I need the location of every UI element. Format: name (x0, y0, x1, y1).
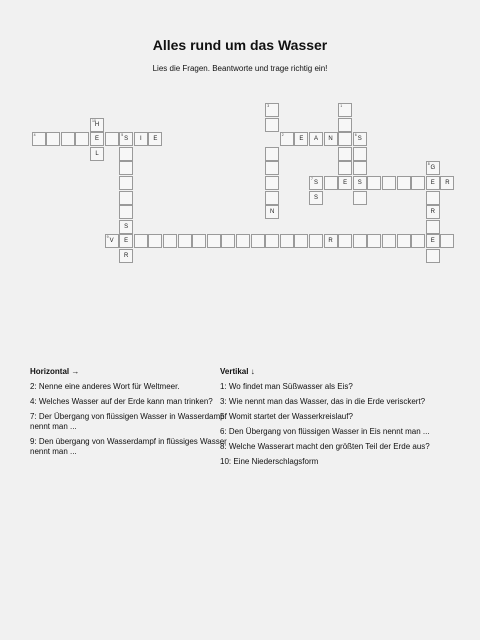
crossword-cell[interactable] (75, 132, 89, 146)
crossword-cell[interactable] (426, 161, 440, 175)
cell-letter: R (124, 253, 129, 259)
clue-number: 8 (427, 162, 430, 167)
crossword-cell[interactable] (192, 234, 206, 248)
crossword-cell[interactable] (353, 132, 367, 146)
crossword-cell[interactable] (338, 147, 352, 161)
crossword-cell[interactable] (221, 234, 235, 248)
clue-item: 3: Wie nennt man das Wasser, das in die Erde verisckert? (220, 397, 426, 406)
crossword-cell[interactable] (119, 147, 133, 161)
crossword-cell[interactable] (411, 234, 425, 248)
crossword-cell[interactable] (324, 234, 338, 248)
crossword-cell[interactable] (265, 147, 279, 161)
cell-letter: S (124, 223, 129, 230)
crossword-cell[interactable] (163, 234, 177, 248)
clue-item: 6: Den Übergang von flüssigen Wasser in Eis nennt man ... (220, 427, 430, 436)
crossword-cell[interactable] (119, 191, 133, 205)
crossword-cell[interactable] (236, 234, 250, 248)
crossword-cell[interactable] (280, 234, 294, 248)
cell-letter: R (445, 180, 450, 186)
crossword-cell[interactable] (294, 132, 308, 146)
cell-letter: I (139, 136, 142, 143)
crossword-cell[interactable] (309, 132, 323, 146)
crossword-cell[interactable] (265, 103, 279, 117)
crossword-cell[interactable] (294, 234, 308, 248)
cell-letter: L (95, 150, 99, 157)
clue-number: 6 (354, 133, 357, 138)
clue-item: 10: Eine Niederschlagsform (220, 457, 319, 466)
cell-letter: E (124, 238, 129, 245)
crossword-cell[interactable] (265, 118, 279, 132)
crossword-cell[interactable] (61, 132, 75, 146)
crossword-cell[interactable] (353, 147, 367, 161)
crossword-cell[interactable] (426, 249, 440, 263)
crossword-cell[interactable] (119, 132, 133, 146)
page-subtitle: Lies die Fragen. Beantworte und trage richtig ein! (152, 64, 328, 73)
crossword-cell[interactable] (338, 161, 352, 175)
crossword-cell[interactable] (426, 176, 440, 190)
crossword-cell[interactable] (119, 249, 133, 263)
crossword-cell[interactable] (382, 176, 396, 190)
crossword-cell[interactable] (397, 176, 411, 190)
crossword-cell[interactable] (397, 234, 411, 248)
crossword-cell[interactable] (338, 234, 352, 248)
crossword-cell[interactable] (46, 132, 60, 146)
crossword-cell[interactable] (119, 205, 133, 219)
crossword-cell[interactable] (178, 234, 192, 248)
clue-number: 7 (311, 177, 313, 181)
crossword-cell[interactable] (119, 220, 133, 234)
crossword-cell[interactable] (309, 234, 323, 248)
crossword-cell[interactable] (148, 132, 162, 146)
crossword-cell[interactable] (309, 176, 323, 190)
clues-vertical-heading: Vertikal ↓ (220, 367, 255, 376)
clue-number: 2 (281, 133, 284, 138)
clues-vertical (220, 367, 435, 472)
crossword-cell[interactable] (207, 234, 221, 248)
cell-letter: S (313, 180, 318, 186)
crossword-cell[interactable] (353, 161, 367, 175)
clue-number: 1 (340, 104, 343, 108)
crossword-cell[interactable] (338, 176, 352, 190)
crossword-cell[interactable] (90, 132, 104, 146)
crossword-cell[interactable] (105, 132, 119, 146)
cell-letter: E (343, 180, 348, 186)
clues-horizontal-heading: Horizontal → (30, 367, 80, 376)
crossword-cell[interactable] (280, 132, 294, 146)
cell-letter: R (328, 238, 333, 245)
crossword-cell[interactable] (338, 103, 352, 117)
cell-letter: E (430, 180, 435, 186)
crossword-cell[interactable] (426, 191, 440, 205)
crossword-cell[interactable] (119, 234, 133, 248)
crossword-cell[interactable] (353, 191, 367, 205)
clue-number: 4 (33, 133, 36, 138)
cell-letter: H (94, 121, 100, 128)
cell-letter: A (313, 136, 318, 143)
cell-letter: S (357, 136, 362, 143)
clue-item: 5: Womit startet der Wasserkreislauf? (220, 412, 353, 421)
crossword-cell[interactable] (353, 234, 367, 248)
clue-number: 10 (92, 118, 96, 123)
crossword-cell[interactable] (440, 234, 454, 248)
crossword-cell[interactable] (119, 161, 133, 175)
crossword-cell[interactable] (265, 234, 279, 248)
page-title: Alles rund um das Wasser (152, 37, 328, 53)
crossword-cell[interactable] (134, 132, 148, 146)
crossword-cell[interactable] (265, 191, 279, 205)
crossword-cell[interactable] (338, 132, 352, 146)
clue-number: 5 (121, 133, 124, 138)
cell-letter: V (109, 238, 114, 245)
clues-horizontal (30, 367, 245, 462)
crossword-cell[interactable] (353, 176, 367, 190)
clue-item: 9: Den übergang von Wasserdampf in flüssiges Wasser nennt man ... (30, 437, 227, 456)
cell-letter: E (299, 136, 304, 143)
cell-letter: E (430, 238, 435, 245)
cell-letter: S (357, 180, 362, 186)
clue-item: 7: Der Übergang von flüssigen Wasser in Wasserdampf nennt man ... (30, 412, 227, 431)
cell-letter: N (270, 209, 275, 216)
cell-letter: E (94, 136, 99, 143)
crossword-cell[interactable] (440, 176, 454, 190)
crossword-cell[interactable] (148, 234, 162, 248)
cell-letter: R (430, 209, 435, 216)
crossword-cell[interactable] (426, 220, 440, 234)
crossword-cell[interactable] (134, 234, 148, 248)
crossword-cell[interactable] (324, 132, 338, 146)
crossword-cell[interactable] (32, 132, 46, 146)
cell-letter: S (313, 194, 318, 201)
cell-letter: G (430, 165, 436, 172)
crossword-cell[interactable] (426, 205, 440, 219)
cell-letter: N (328, 136, 333, 143)
crossword-cell[interactable] (426, 234, 440, 248)
clue-number: 9 (106, 235, 109, 240)
crossword-cell[interactable] (309, 191, 323, 205)
crossword-cell[interactable] (105, 234, 119, 248)
crossword-cell[interactable] (338, 118, 352, 132)
clue-item: 1: Wo findet man Süßwasser als Eis? (220, 382, 353, 391)
crossword-cell[interactable] (90, 118, 104, 132)
clue-item: 2: Nenne eine anderes Wort für Weltmeer. (30, 382, 180, 391)
clue-item: 8: Welche Wasserart macht den größten Teil der Erde aus? (220, 442, 430, 451)
crossword-cell[interactable] (265, 205, 279, 219)
cell-letter: E (153, 136, 158, 143)
crossword-cell[interactable] (265, 176, 279, 190)
crossword-cell[interactable] (367, 176, 381, 190)
crossword-cell[interactable] (90, 147, 104, 161)
crossword-cell[interactable] (265, 161, 279, 175)
clue-number: 3 (267, 104, 270, 108)
clue-item: 4: Welches Wasser auf der Erde kann man trinken? (30, 397, 213, 406)
cell-letter: S (124, 136, 129, 143)
crossword-cell[interactable] (411, 176, 425, 190)
crossword-cell[interactable] (324, 176, 338, 190)
crossword-cell[interactable] (119, 176, 133, 190)
crossword-cell[interactable] (367, 234, 381, 248)
crossword-cell[interactable] (251, 234, 265, 248)
crossword-cell[interactable] (382, 234, 396, 248)
